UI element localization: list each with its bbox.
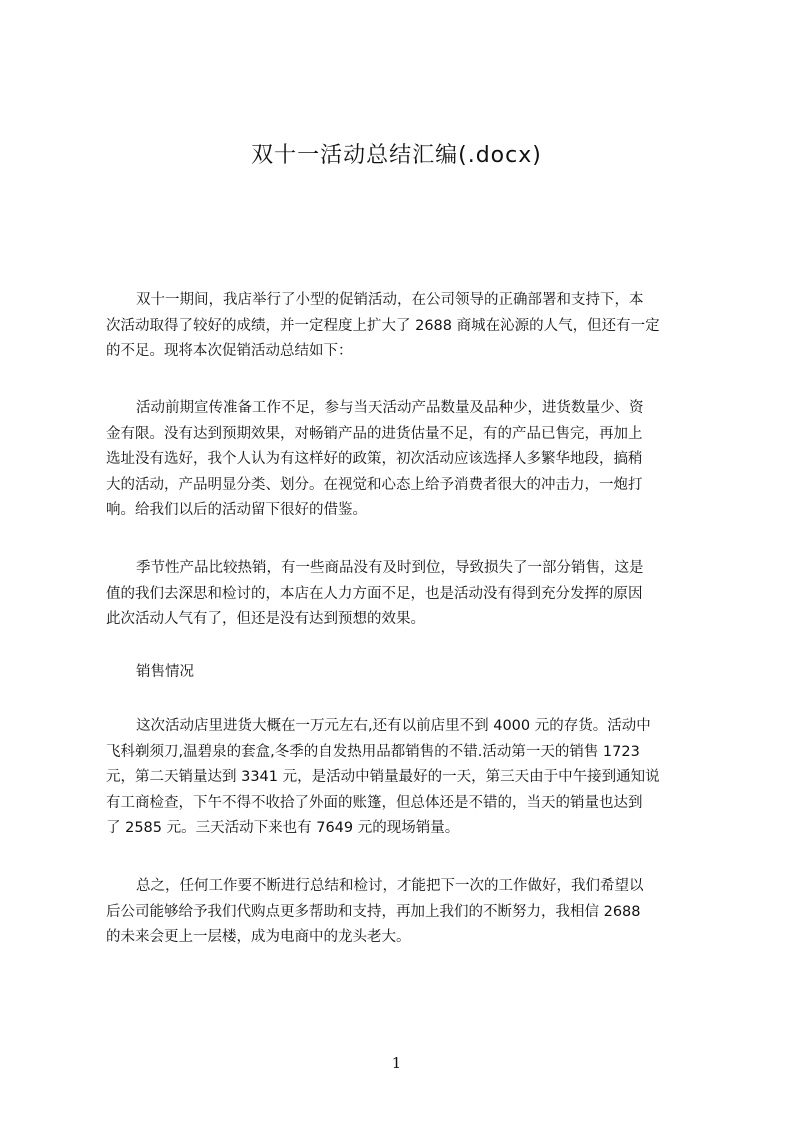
paragraph-preparation <box>106 396 698 524</box>
paragraph-line: 的未来会更上一层楼，成为电商中的龙头老大。 <box>106 929 411 945</box>
paragraph-line: 后公司能够给予我们代购点更多帮助和支持，再加上我们的不断努力，我相信 2688 <box>106 903 641 920</box>
paragraph-line: 值的我们去深思和检讨的，本店在人力方面不足，也是活动没有得到充分发挥的原因 <box>106 585 643 602</box>
paragraph-line: 有工商检查，下午不得不收拾了外面的账篷，但总体还是不错的，当天的销量也达到 <box>106 794 643 811</box>
paragraph-line: 飞科剃须刀,温碧泉的套盒,冬季的自发热用品都销售的不错.活动第一天的销售 1723 <box>106 743 640 760</box>
paragraph-line: 此次活动人气有了，但还是没有达到预想的效果。 <box>106 611 425 627</box>
paragraph-line: 选址没有选好，我个人认为有这样好的政策，初次活动应该选择人多繁华地段，搞稍 <box>106 451 643 467</box>
paragraph-line: 总之，任何工作要不断进行总结和检讨，才能把下一次的工作做好，我们希望以 <box>136 878 644 894</box>
paragraph-line: 大的活动，产品明显分类、划分。在视觉和心态上给予消费者很大的冲击力，一炮打 <box>106 476 643 493</box>
paragraph-sales <box>106 714 698 842</box>
paragraph-line: 双十一期间，我店举行了小型的促销活动，在公司领导的正确部署和支持下，本 <box>136 292 644 308</box>
paragraph-line: 元，第二天销量达到 3341 元，是活动中销量最好的一天，第三天由于中午接到通知说 <box>106 769 660 785</box>
paragraph-line: 金有限。没有达到预期效果，对畅销产品的进货估量不足，有的产品已售完，再加上 <box>106 425 643 442</box>
paragraph-line: 次活动取得了较好的成绩，并一定程度上扩大了 2688 商城在沁源的人气，但还有一定 <box>106 317 660 334</box>
page-number: 1 <box>391 1054 402 1072</box>
paragraph-conclusion <box>106 874 698 951</box>
paragraph-seasonal <box>106 556 698 633</box>
paragraph-line: 的不足。现将本次促销活动总结如下： <box>106 343 353 359</box>
paragraph-intro <box>106 288 698 365</box>
paragraph-line: 活动前期宣传准备工作不足，参与当天活动产品数量及品种少，进货数量少、资 <box>136 400 644 416</box>
section-heading: 销售情况 <box>136 664 194 680</box>
paragraph-line: 了 2585 元。三天活动下来也有 7649 元的现场销量。 <box>106 820 460 836</box>
paragraph-line: 季节性产品比较热销，有一些商品没有及时到位，导致损失了一部分销售，这是 <box>136 560 644 576</box>
paragraph-line: 这次活动店里进货大概在一万元左右,还有以前店里不到 4000 元的存货。活动中 <box>136 718 651 734</box>
section-heading-sales <box>106 660 698 686</box>
document-title: 双十一活动总结汇编(.docx) <box>251 143 542 168</box>
paragraph-line: 响。给我们以后的活动留下很好的借鉴。 <box>106 502 367 518</box>
